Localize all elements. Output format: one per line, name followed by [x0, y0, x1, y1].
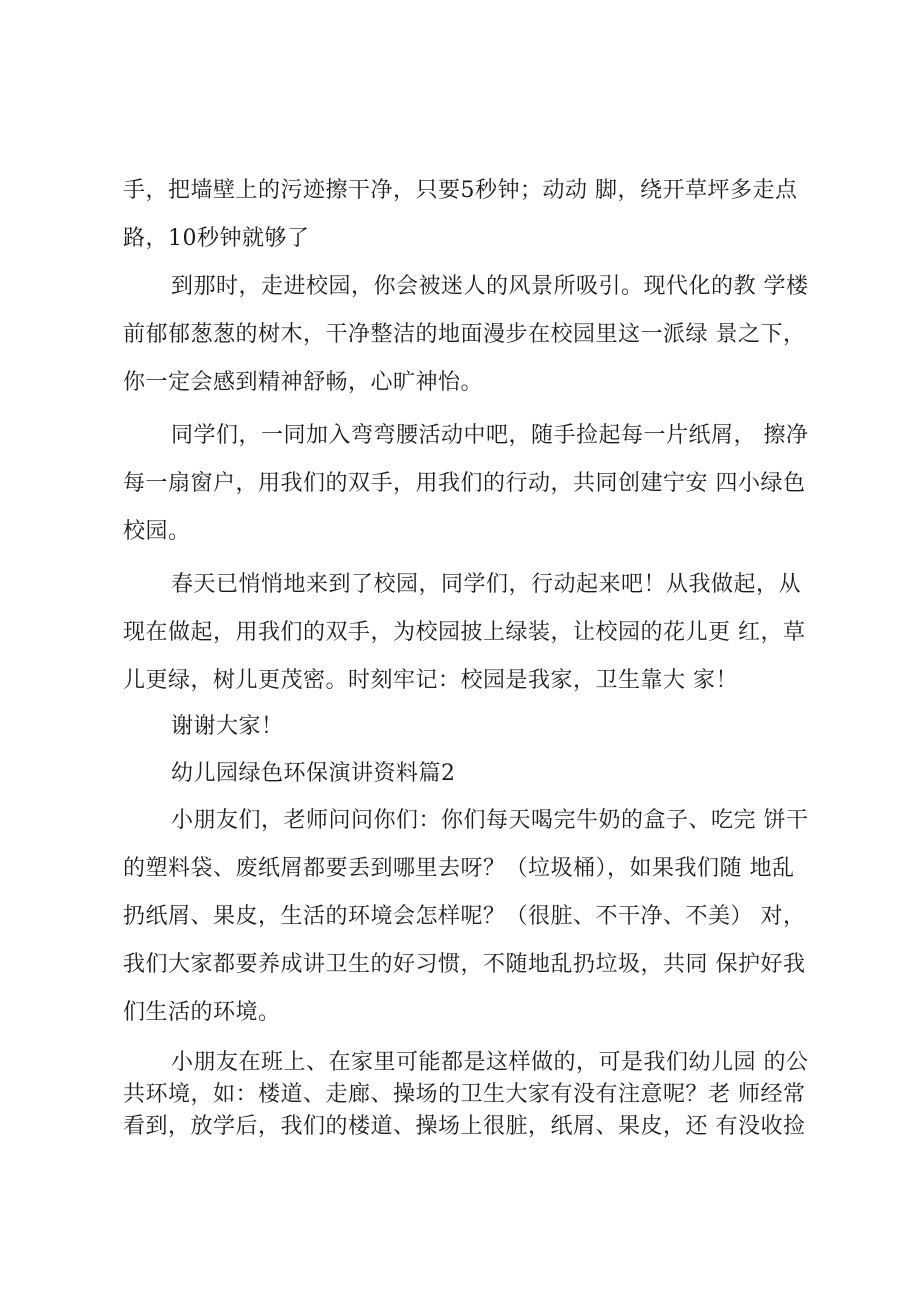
paragraph-start-line: 小朋友们，老师问问你们：你们每天喝完牛奶的盒子、吃完 饼干 — [171, 808, 809, 833]
paragraph-start-line: 到那时，走进校园，你会被迷人的风景所吸引。现代化的教 学楼 — [171, 274, 809, 299]
text-line: 手，把墙壁上的污迹擦干净，只要5秒钟；动动 脚，绕开草坪多走点 — [123, 178, 798, 203]
text-line: 们生活的环境。 — [123, 1000, 281, 1025]
text-line: 我们大家都要养成讲卫生的好习惯，不随地乱扔垃圾，共同 保护好我 — [123, 952, 806, 977]
text-line: 每一扇窗户，用我们的双手，用我们的行动，共同创建宁安 四小绿色 — [123, 471, 806, 496]
section-heading: 幼儿园绿色环保演讲资料篇2 — [171, 761, 456, 786]
text-line: 共环境，如：楼道、走廊、操场的卫生大家有没有注意呢？老 师经常 — [123, 1082, 806, 1107]
text-line: 现在做起，用我们的双手，为校园披上绿装，让校园的花儿更 红，草 — [123, 620, 806, 645]
text-line: 扔纸屑、果皮，生活的环境会怎样呢？（很脏、不干净、不美） 对， — [123, 904, 806, 929]
text-line: 儿更绿，树儿更茂密。时刻牢记：校园是我家，卫生靠大 家！ — [123, 668, 738, 693]
closing-line: 谢谢大家！ — [171, 714, 284, 739]
text-line: 的塑料袋、废纸屑都要丢到哪里去呀？（垃圾桶），如果我们随 地乱 — [123, 856, 795, 881]
text-line: 前郁郁葱葱的树木，干净整洁的地面漫步在校园里这一派绿 景之下， — [123, 322, 806, 347]
paragraph-start-line: 春天已悄悄地来到了校园，同学们，行动起来吧！从我做起，从 — [171, 572, 802, 597]
text-line: 看到，放学后，我们的楼道、操场上很脏，纸屑、果皮，还 有没收捡 — [123, 1114, 806, 1139]
text-line: 路，10秒钟就够了 — [123, 226, 310, 251]
text-line: 校园。 — [123, 519, 191, 544]
paragraph-start-line: 小朋友在班上、在家里可能都是这样做的，可是我们幼儿园 的公 — [171, 1050, 809, 1075]
paragraph-start-line: 同学们，一同加入弯弯腰活动中吧，随手捡起每一片纸屑， 擦净 — [171, 423, 809, 448]
text-line: 你一定会感到精神舒畅，心旷神怡。 — [123, 370, 484, 395]
